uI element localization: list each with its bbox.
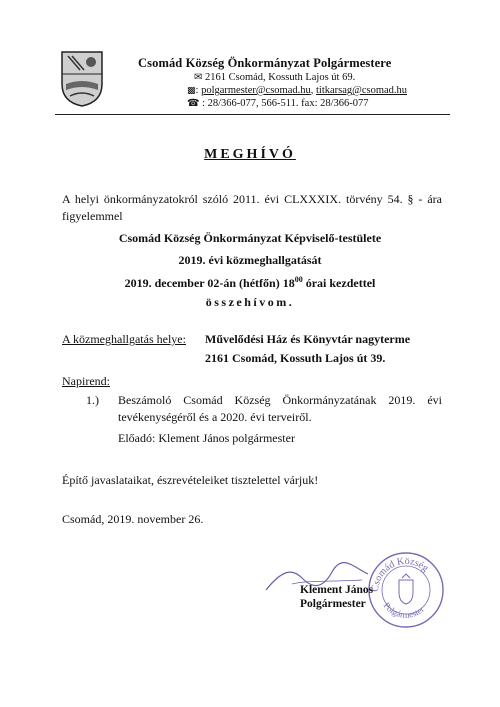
- email-link-office[interactable]: titkarsag@csomad.hu: [316, 85, 408, 96]
- header-address: 2161 Csomád, Kossuth Lajos út 69.: [205, 72, 356, 83]
- stamp-top-text: Csomád Község: [369, 555, 431, 593]
- venue-address: 2161 Csomád, Kossuth Lajos út 39.: [205, 351, 386, 365]
- agenda-item-line-2: tevékenységéről és a 2020. évi terveiről.: [118, 410, 312, 424]
- venue-name: Művelődési Ház és Könyvtár nagyterme: [205, 332, 411, 346]
- body-hearing: 2019. évi közmeghallgatását: [178, 253, 322, 267]
- body-convene: összehívom.: [205, 295, 295, 309]
- agenda-item-line-1: Beszámoló Csomád Község Önkormányzatának 2019. évi: [118, 393, 442, 407]
- stamp-bottom-text: Polgármester: [381, 600, 427, 620]
- envelope-icon: ✉: [194, 72, 203, 83]
- header-divider: [55, 114, 450, 115]
- email-link-mayor[interactable]: polgarmester@csomad.hu: [201, 85, 311, 96]
- place-and-date: Csomád, 2019. november 26.: [62, 512, 204, 526]
- computer-icon: ▩: [187, 85, 196, 95]
- venue-label: A közmeghallgatás helye:: [62, 332, 186, 346]
- header-address-row: [194, 72, 355, 83]
- body-council: Csomád Község Önkormányzat Képviselő-testülete: [118, 231, 382, 245]
- document-title: MEGHÍVÓ: [204, 147, 296, 162]
- signer-role: Polgármester: [300, 598, 366, 610]
- body-datetime: 2019. december 02-án (hétfőn) $18^{00}$ órai kezdettel: [124, 275, 376, 290]
- agenda-label: Napirend:: [62, 374, 110, 388]
- header-phone-row: [187, 98, 369, 109]
- intro-line-2: figyelemmel: [62, 209, 123, 223]
- coat-of-arms-icon: [60, 50, 104, 108]
- header-title: Csomád Község Önkormányzat Polgármestere: [138, 56, 392, 70]
- header-email-row: ▩: polgarmester@csomad.hu, titkarsag@csomad.hu: [187, 85, 408, 96]
- telephone-icon: ☎: [187, 98, 200, 109]
- signer-name: Klement János: [300, 584, 374, 596]
- agenda-item-presenter: Előadó: Klement János polgármester: [118, 431, 295, 445]
- intro-line-1: A helyi önkormányzatokról szóló 2011. évi CLXXXIX. törvény 54. § - ára: [62, 192, 442, 206]
- signature-block: [300, 583, 373, 611]
- closing-text: Építő javaslataikat, észrevételeiket tisztelettel várjuk!: [62, 473, 319, 487]
- header-phone: : 28/366-077, 566-511. fax: 28/366-077: [202, 98, 369, 109]
- agenda-item-number: 1.): [86, 393, 99, 407]
- official-stamp: [366, 550, 446, 630]
